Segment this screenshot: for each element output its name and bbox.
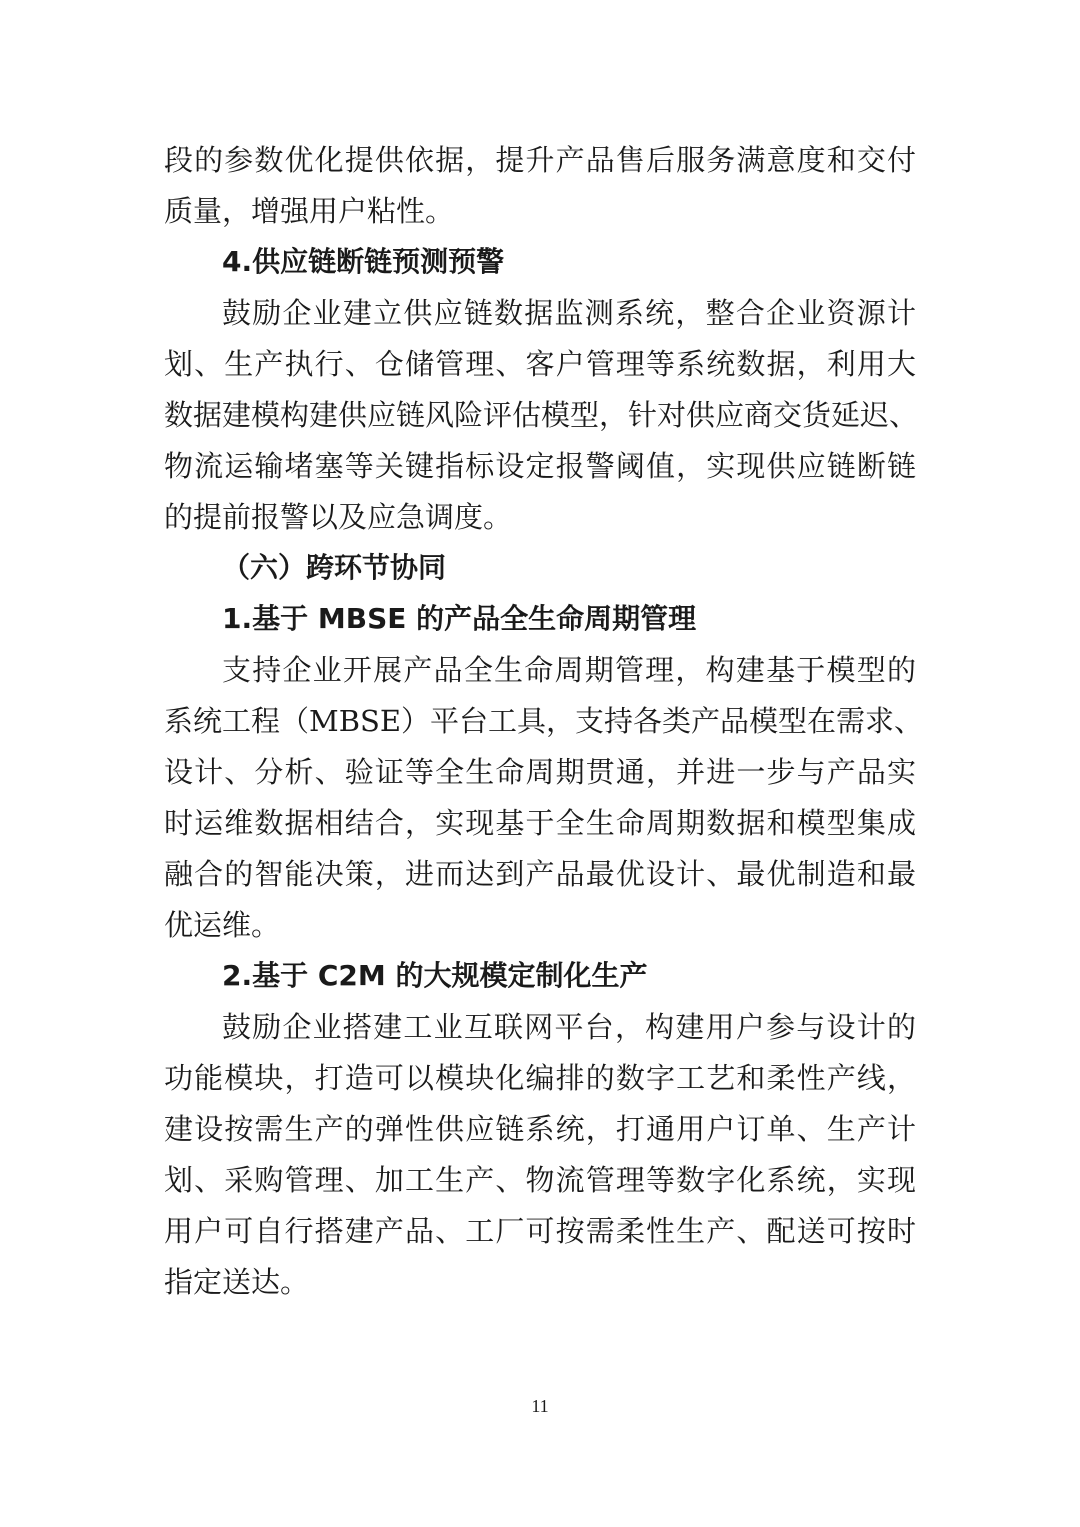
paragraph-line: 的提前报警以及应急调度。 (164, 500, 513, 534)
paragraph-line: 功能模块，打造可以模块化编排的数字工艺和柔性产线， (164, 1061, 916, 1095)
paragraph-line: 融合的智能决策，进而达到产品最优设计、最优制造和最 (164, 857, 916, 891)
paragraph-line: 时运维数据相结合，实现基于全生命周期数据和模型集成 (164, 806, 916, 840)
paragraph-line: 鼓励企业建立供应链数据监测系统，整合企业资源计 (222, 296, 916, 330)
paragraph-line: 支持企业开展产品全生命周期管理，构建基于模型的 (222, 653, 916, 687)
paragraph-line: 设计、分析、验证等全生命周期贯通，并进一步与产品实 (164, 755, 916, 789)
paragraph-line: 建设按需生产的弹性供应链系统，打通用户订单、生产计 (164, 1112, 916, 1146)
section-heading-cross-link: （六）跨环节协同 (222, 551, 447, 584)
paragraph-line: 用户可自行搭建产品、工厂可按需柔性生产、配送可按时 (164, 1214, 916, 1248)
paragraph-line: 划、生产执行、仓储管理、客户管理等系统数据，利用大 (164, 347, 916, 381)
paragraph-line: 指定送达。 (164, 1265, 310, 1299)
paragraph-line: 划、采购管理、加工生产、物流管理等数字化系统，实现 (164, 1163, 916, 1197)
paragraph-line: 质量，增强用户粘性。 (164, 194, 455, 228)
subheading-mbse: 1.基于 MBSE 的产品全生命周期管理 (222, 602, 697, 635)
page-number: 11 (531, 1396, 549, 1416)
paragraph-line: 数据建模构建供应链风险评估模型，针对供应商交货延迟、 (164, 398, 919, 432)
paragraph-line: 物流运输堵塞等关键指标设定报警阈值，实现供应链断链 (164, 449, 916, 483)
subheading-c2m: 2.基于 C2M 的大规模定制化生产 (222, 959, 648, 992)
paragraph-line: 鼓励企业搭建工业互联网平台，构建用户参与设计的 (222, 1010, 916, 1044)
paragraph-line: 段的参数优化提供依据，提升产品售后服务满意度和交付 (164, 143, 916, 177)
paragraph-line: 系统工程（MBSE）平台工具，支持各类产品模型在需求、 (164, 704, 924, 738)
paragraph-line: 优运维。 (164, 908, 281, 942)
subheading-supply-chain-warning: 4.供应链断链预测预警 (222, 245, 505, 278)
